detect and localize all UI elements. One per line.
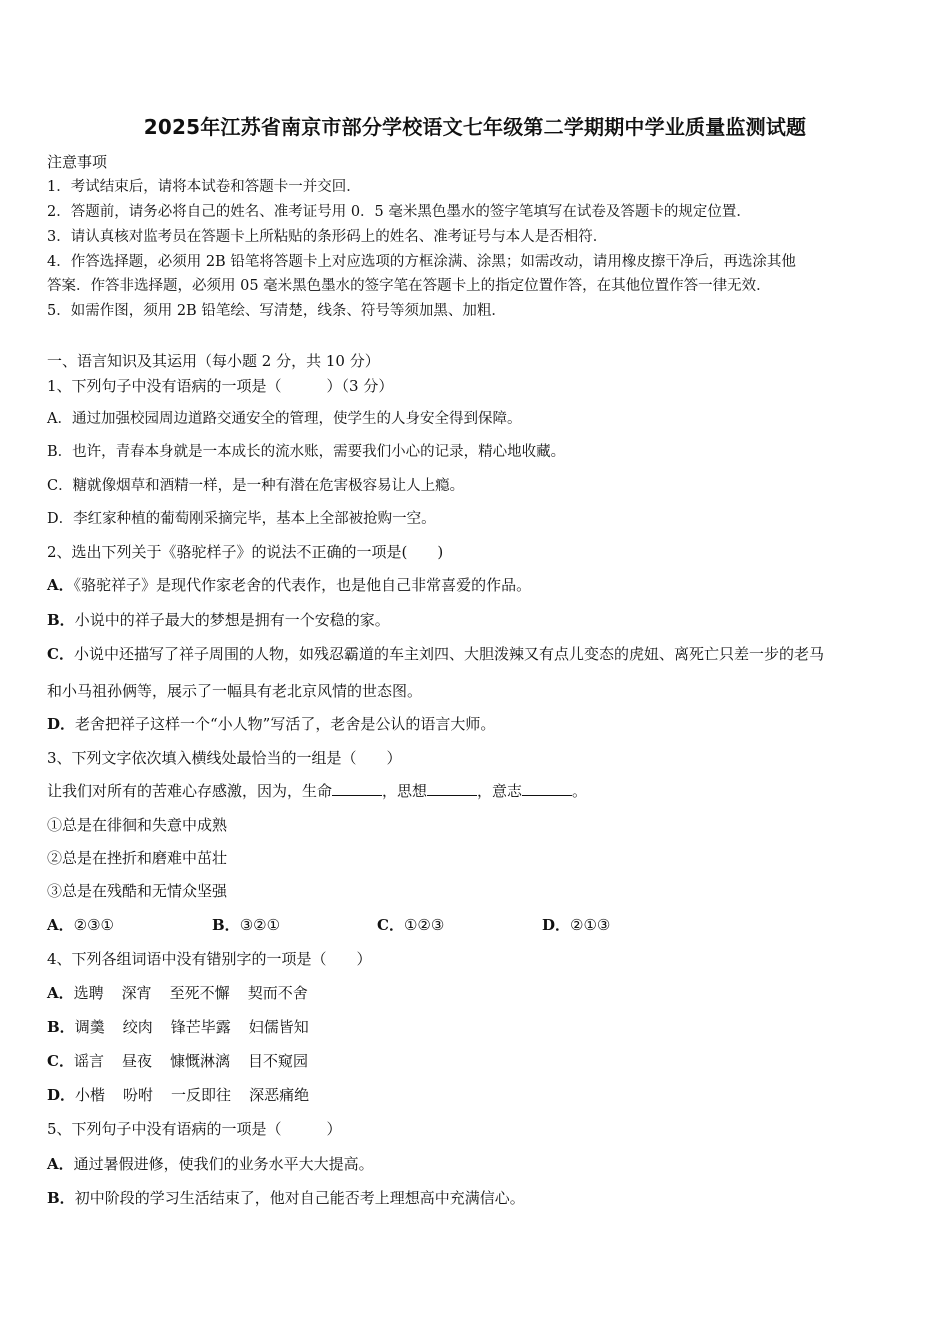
notice-item: 1．考试结束后，请将本试卷和答题卡一并交回． [47, 179, 361, 195]
choice-text: ①②③ [403, 916, 445, 934]
choice-text: ③②① [239, 916, 281, 934]
option-label: A． [47, 576, 74, 594]
question-5-stem: 5、下列句子中没有语病的一项是（ ） [47, 1120, 342, 1138]
choice-label: A． [47, 916, 74, 934]
section-heading: 一、语言知识及其运用（每小题 2 分，共 10 分） [47, 352, 380, 370]
question-2-option-d [47, 714, 495, 734]
word: 昼夜 [121, 1052, 152, 1070]
question-4-option-a [47, 983, 326, 1003]
question-1-option-b: B．也许，青春本身就是一本成长的流水账，需要我们小心的记录，精心地收藏。 [47, 444, 566, 460]
option-text: 老舍把祥子这样一个“小人物”写活了，老舍是公认的语言大师。 [75, 715, 496, 733]
fill-blank [522, 781, 572, 796]
option-label: A． [47, 1155, 74, 1173]
notice-item: 3．请认真核对监考员在答题卡上所粘贴的条形码上的姓名、准考证号与本人是否相符． [47, 229, 608, 245]
sentence-part: ，意志 [477, 782, 523, 800]
word: 绞肉 [122, 1018, 153, 1036]
question-3-item: ①总是在徘徊和失意中成熟 [47, 816, 228, 834]
choice-a [47, 915, 114, 935]
option-label: C． [47, 1052, 74, 1070]
notice-item: 5．如需作图，须用 2B 铅笔绘、写清楚，线条、符号等须加黑、加粗． [47, 303, 506, 319]
question-2-stem: 2、选出下列关于《骆驼样子》的说法不正确的一项是( ) [47, 543, 444, 561]
sentence-part: 。 [572, 782, 588, 800]
word: 深宵 [121, 984, 152, 1002]
question-4-option-c [47, 1051, 326, 1071]
choice-text: ②①③ [570, 916, 611, 934]
word: 锋芒毕露 [170, 1018, 231, 1036]
question-5-option-b [47, 1188, 525, 1208]
option-text: 小说中还描写了祥子周围的人物，如残忍霸道的车主刘四、大胆泼辣又有点儿变态的虎妞、离死亡只差一步的老马 [73, 645, 824, 663]
notice-item: 答案．作答非选择题，必须用 05 毫米黑色墨水的签字笔在答题卡上的指定位置作答，在其他位置作答一律无效． [47, 278, 771, 294]
question-5-option-a [47, 1154, 374, 1174]
word: 一反即往 [171, 1086, 232, 1104]
sentence-part: 让我们对所有的苦难心存感激，因为，生命 [47, 782, 333, 800]
question-1-option-a: A．通过加强校园周边道路交通安全的管理，使学生的人身安全得到保障。 [47, 411, 522, 427]
fill-blank [332, 781, 382, 796]
choice-label: C． [377, 916, 404, 934]
question-4-stem: 4、下列各组词语中没有错别字的一项是（ ） [47, 950, 372, 968]
question-2-option-c-cont [47, 681, 422, 701]
question-4-option-b [47, 1017, 327, 1037]
word: 谣言 [73, 1052, 104, 1070]
notice-item: 2．答题前，请务必将自己的姓名、准考证号用 0．5 毫米黑色墨水的签字笔填写在试卷及答题卡的规定位置． [47, 204, 751, 220]
option-text: 小说中的祥子最大的梦想是拥有一个安稳的家。 [74, 611, 390, 629]
option-label: D． [47, 715, 76, 733]
option-text: 和小马祖孙俩等，展示了一幅具有老北京风情的世态图。 [47, 682, 423, 700]
word: 至死不懈 [169, 984, 230, 1002]
choice-text: ②③① [73, 916, 114, 934]
question-1-stem: 1、下列句子中没有语病的一项是（ ）（3 分） [47, 377, 394, 395]
question-2-option-a [47, 575, 531, 595]
word: 小楷 [75, 1086, 106, 1104]
option-label: D． [47, 1086, 76, 1104]
option-label: A． [47, 984, 74, 1002]
option-label: B． [47, 1189, 75, 1207]
word: 选聘 [73, 984, 104, 1002]
question-3-item: ②总是在挫折和磨难中茁壮 [47, 849, 228, 867]
word: 契而不舍 [247, 984, 308, 1002]
question-1-option-c: C．糖就像烟草和酒精一样，是一种有潜在危害极容易让人上瘾。 [47, 478, 465, 494]
option-label: B． [47, 1018, 75, 1036]
word: 调羹 [74, 1018, 105, 1036]
page-title: 2025年江苏省南京市部分学校语文七年级第二学期期中学业质量监测试题 [143, 115, 807, 139]
question-3-choices [47, 915, 747, 935]
word: 深恶痛绝 [249, 1086, 310, 1104]
choice-label: D． [542, 916, 571, 934]
question-3-stem: 3、下列文字依次填入横线处最恰当的一组是（ ） [47, 749, 402, 767]
choice-c [377, 915, 444, 935]
option-text: 初中阶段的学习生活结束了，他对自己能否考上理想高中充满信心。 [74, 1189, 525, 1207]
choice-d [542, 915, 610, 935]
question-3-sentence [47, 781, 587, 801]
word: 慷慨淋漓 [169, 1052, 230, 1070]
word: 妇儒皆知 [248, 1018, 309, 1036]
notice-heading: 注意事项 [47, 153, 108, 171]
option-text: 通过暑假进修，使我们的业务水平大大提高。 [73, 1155, 374, 1173]
option-label: B． [47, 611, 75, 629]
question-4-option-d [47, 1085, 327, 1105]
question-3-item: ③总是在残酷和无情众坚强 [47, 882, 228, 900]
question-1-option-d: D．李红家种植的葡萄刚采摘完毕，基本上全部被抢购一空。 [47, 511, 436, 527]
word: 目不窥园 [248, 1052, 309, 1070]
question-2-option-b [47, 610, 390, 630]
choice-b [212, 915, 280, 935]
choice-label: B． [212, 916, 240, 934]
fill-blank [427, 781, 477, 796]
question-2-option-c [47, 644, 824, 664]
sentence-part: ，思想 [382, 782, 428, 800]
word: 吩咐 [123, 1086, 154, 1104]
notice-item: 4．作答选择题，必须用 2B 铅笔将答题卡上对应选项的方框涂满、涂黑；如需改动，请用橡皮擦干净后，再选涂其他 [47, 254, 796, 270]
option-label: C． [47, 645, 74, 663]
option-text: 《骆驼祥子》是现代作家老舍的代表作，也是他自己非常喜爱的作品。 [73, 576, 532, 594]
